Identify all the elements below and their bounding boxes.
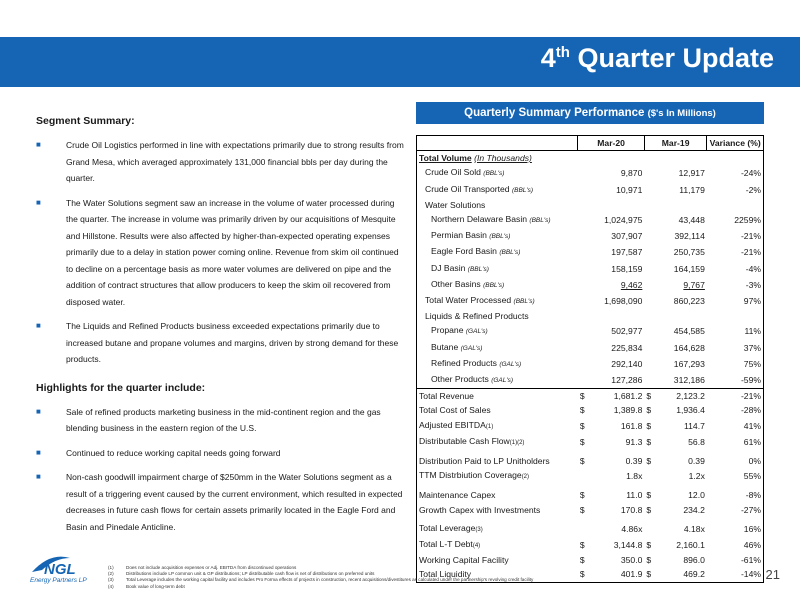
table-row: Other Basins (BBL's) 9,462 9,767 -3% <box>431 278 761 290</box>
table-row: Permian Basin (BBL's) 307,907 392,114 -21% <box>431 230 761 242</box>
list-item: ■ The Water Solutions segment saw an increase in the volume of water processed during the quarter. The increase in volume was primarily driven by our acquisitions of Mesquite and Hillstone. Results were also affected by higher-than-expected operating expenses primarily due to a delay in station power coming online. Revenue from skim oil continued to decline on a percentage basis as more water volumes are delivered on pipe and the addition of contract structures that allow producers to keep the skim oil recovered from disposed water. <box>36 195 408 311</box>
table-row: Propane (GAL's) 502,977 454,585 11% <box>431 325 761 337</box>
highlight-bullets <box>36 404 408 536</box>
table-row: Water Solutions <box>425 199 486 210</box>
header-mar-19: Mar-19 <box>644 136 707 151</box>
table-row: Total Cost of Sales $ 1,389.8 $ 1,936.4 -28% <box>419 405 761 416</box>
table-row: Working Capital Facility $ 350.0 $ 896.0 -61% <box>419 555 761 566</box>
list-item: ■ Sale of refined products marketing business in the mid-continent region and the gas blending business in the eastern region of the U.S. <box>36 404 408 437</box>
table-row: Total L-T Debt(4) $ 3,144.8 $ 2,160.1 46% <box>419 539 761 551</box>
logo-mark: NGL <box>44 561 76 578</box>
square-bullet-icon: ■ <box>36 321 41 330</box>
table-row: Adjusted EBITDA(1) $ 161.8 $ 114.7 41% <box>419 419 761 431</box>
performance-table <box>416 135 764 583</box>
table-row: DJ Basin (BBL's) 158,159 164,159 -4% <box>431 262 761 274</box>
table-row: Distributable Cash Flow(1)(2) $ 91.3 $ 56.8 61% <box>419 435 761 447</box>
table-row: Refined Products (GAL's) 292,140 167,293 75% <box>431 357 761 369</box>
table-row: Eagle Ford Basin (BBL's) 197,587 250,735 -21% <box>431 246 761 258</box>
title-banner <box>0 37 800 87</box>
table-row: Crude Oil Transported (BBL's) 10,971 11,179 -2% <box>425 183 761 195</box>
header-variance: Variance (%) <box>707 136 764 151</box>
square-bullet-icon: ■ <box>36 447 41 457</box>
table-row: Total Leverage(3) 4.86x 4.18x 16% <box>419 522 761 534</box>
page-title: 4th Quarter Update <box>540 43 774 73</box>
table-row: Maintenance Capex $ 11.0 $ 12.0 -8% <box>419 490 761 501</box>
table-row: Distribution Paid to LP Unitholders $ 0.39 $ 0.39 0% <box>419 456 761 467</box>
table-row: Butane (GAL's) 225,834 164,628 37% <box>431 341 761 353</box>
square-bullet-icon: ■ <box>36 140 41 149</box>
footnote: (4) Book value of long-term debt <box>108 583 185 589</box>
table-row: TTM Distrbiution Coverage(2) 1.8x 1.2x 55% <box>419 470 761 482</box>
table-row: Total Liquidity $ 401.9 $ 469.2 -14% <box>417 567 764 582</box>
table-row: Crude Oil Sold (BBL's) 9,870 12,917 -24% <box>425 167 761 179</box>
logo-caption: Energy Partners LP <box>30 577 87 584</box>
list-item: ■ Non-cash goodwill impairment charge of $250mm in the Water Solutions segment as a result of a triggering event caused by the current environment, which resulted in expected decreases in future cash flows for certain assets primarily located in the Eagle Ford and Basin and Pinedale Anticline. <box>36 469 408 535</box>
segment-summary-title: Segment Summary: <box>36 115 135 127</box>
list-item: ■ Crude Oil Logistics performed in line with expectations primarily due to strong results from Grand Mesa, which averaged approximately 131,000 financial bbls per day during the quarter. <box>36 137 408 187</box>
table-row: Total Revenue $ 1,681.2 $ 2,123.2 -21% <box>417 389 764 404</box>
list-item: ■ Continued to reduce working capital needs going forward <box>36 445 408 462</box>
table-row: Northern Delaware Basin (BBL's) 1,024,975 43,448 2259% <box>431 214 761 226</box>
footnotes <box>108 565 533 590</box>
table-row: Total Water Processed (BBL's) 1,698,090 860,223 97% <box>425 295 761 307</box>
footnote: (1) Does not include acquisition expenses or Adj. EBITDA from discontinued operations <box>108 565 297 570</box>
left-column <box>36 115 408 543</box>
square-bullet-icon: ■ <box>36 406 41 416</box>
footnote: (3) Total Leverage includes the working capital facility and includes Pro Forma effects of projects in construction, recent acquisitions/divestitures as calculated under the partnership's revolving credit facility <box>108 577 534 583</box>
table-row: Growth Capex with Investments $ 170.8 $ 234.2 -27% <box>419 504 761 515</box>
square-bullet-icon: ■ <box>36 472 41 481</box>
footnote: (2) Distributions include LP common unit & GP distributions; LP distributable cash flow is net of distributions on preferred units <box>108 571 375 577</box>
table-row: Total Volume (In Thousands) <box>419 153 532 164</box>
table-header-row <box>417 136 764 151</box>
segment-bullets <box>36 137 408 368</box>
table-row: Liquids & Refined Products <box>425 311 529 322</box>
table-row: Other Products (GAL's) 127,286 312,186 -59% <box>431 374 761 386</box>
page-number: 21 <box>765 567 780 582</box>
square-bullet-icon: ■ <box>36 197 41 207</box>
header-mar-20: Mar-20 <box>578 136 645 151</box>
table-title-bar: Quarterly Summary Performance ($'s In Millions) <box>416 102 764 124</box>
highlights-title: Highlights for the quarter include: <box>36 381 206 394</box>
list-item: ■ The Liquids and Refined Products business exceeded expectations primarily due to increased butane and propane volumes and margins, driven by strong demand for these products. <box>36 318 408 368</box>
